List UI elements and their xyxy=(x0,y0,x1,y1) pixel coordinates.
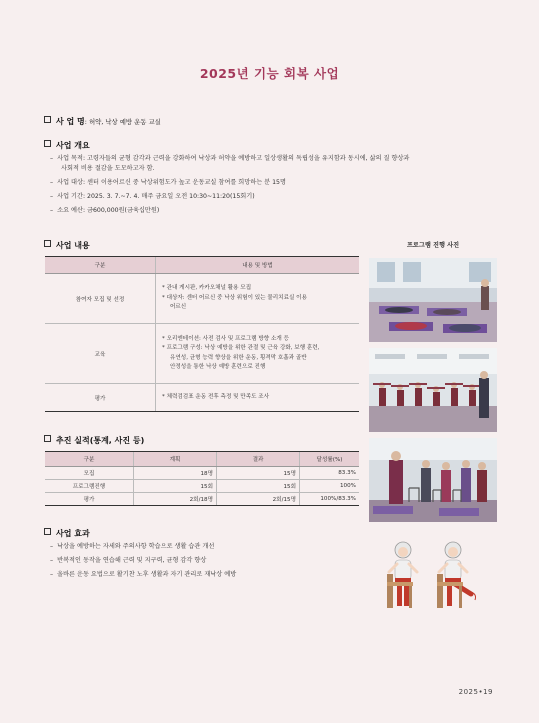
table-header: 결과 xyxy=(217,452,300,467)
checkbox-square-icon xyxy=(44,528,51,535)
table-row xyxy=(45,274,359,324)
table-row xyxy=(45,384,359,412)
table-row: 프로그램진행 15회 15회 100% xyxy=(45,480,359,493)
table-header: 계획 xyxy=(134,452,217,467)
effects-item: – 반복적인 동작을 연습해 근력 및 지구력, 균형 감각 향상 xyxy=(50,557,207,564)
table-header: 달성률(%) xyxy=(300,452,360,467)
effects-item: – 올바른 운동 요법으로 활기찬 노후 생활과 자기 관리로 재낙상 예방 xyxy=(50,571,237,578)
row-category: 교육 xyxy=(45,324,156,384)
row-method: * 관내 게시판, 카카오채널 활용 모집 * 대상자: 센터 어르신 중 낙상 위험이 있는 물리치료실 이용 어르신 xyxy=(156,274,360,324)
table-row xyxy=(45,324,359,384)
row-category: 평가 xyxy=(45,384,156,412)
effects-item: – 낙상을 예방하는 자세와 주의사항 학습으로 생활 습관 개선 xyxy=(50,543,215,550)
program-photo-3 xyxy=(369,438,497,522)
results-heading: 추진 실적(통계, 사진 등) xyxy=(44,435,144,446)
photos-caption: 프로그램 진행 사진 xyxy=(406,242,460,249)
overview-item: – 사업 대상: 센터 이용어르신 중 낙상위험도가 높고 운동교실 참여를 희망하는 분 15명 xyxy=(50,179,286,186)
effects-heading: 사업 효과 xyxy=(44,528,90,539)
overview-item: – 소요 예산: 금600,000원(금육십만원) xyxy=(50,207,160,214)
table-header: 구분 xyxy=(45,452,134,467)
table-header: 내용 및 방법 xyxy=(156,257,360,274)
overview-item-cont: 사회적 비용 절감을 도모하고자 함. xyxy=(61,165,155,172)
checkbox-square-icon xyxy=(44,435,51,442)
table-header: 구분 xyxy=(45,257,156,274)
overview-item: – 사업 기간: 2025. 3. 7.~7. 4. 매주 금요일 오전 10:30~11:20(15회기) xyxy=(50,193,255,200)
project-name-line: 사 업 명: 허약, 낙상 예방 운동 교실 xyxy=(44,116,161,127)
table-row: 평가 2회/18명 2회/15명 100%/83.3% xyxy=(45,493,359,506)
exercise-illustration-icon xyxy=(375,538,485,618)
content-table xyxy=(45,256,359,412)
checkbox-square-icon xyxy=(44,140,51,147)
program-photo-2 xyxy=(369,348,497,432)
checkbox-square-icon xyxy=(44,240,51,247)
effects-list xyxy=(50,542,236,580)
row-method: * 체력검검표 운동 전후 측정 및 만족도 조사 xyxy=(156,384,360,412)
overview-heading: 사업 개요 xyxy=(44,140,90,151)
checkbox-square-icon xyxy=(44,116,51,123)
page-title: 2025년 기능 회복 사업 xyxy=(199,66,340,81)
overview-list xyxy=(50,154,409,216)
page-number: 2025•19 xyxy=(458,688,493,696)
row-method: * 오리엔테이션: 사전 검사 및 프로그램 방향 소개 등 * 프로그램 구성: 낙상 예방을 위한 관절 및 근육 강화, 보행 훈련, 유연성, 균형 능력 향상을 위한 운동, 횡격막 호흡과 골반 안정성을 통한 낙상 예방 훈련으로 진행 xyxy=(156,324,360,384)
program-photo-1 xyxy=(369,258,497,342)
project-name-value: : 허약, 낙상 예방 운동 교실 xyxy=(84,118,161,126)
content-heading: 사업 내용 xyxy=(44,240,90,251)
row-category: 참여자 모집 및 선정 xyxy=(45,274,156,324)
table-row: 모집 18명 15명 83.3% xyxy=(45,467,359,480)
overview-item: – 사업 목적: 고령자들의 균형 감각과 근력을 강화하여 낙상과 허약을 예방하고 일상생활의 독립성을 유지함과 동시에, 삶의 질 향상과 xyxy=(50,155,410,162)
results-table xyxy=(45,451,359,506)
